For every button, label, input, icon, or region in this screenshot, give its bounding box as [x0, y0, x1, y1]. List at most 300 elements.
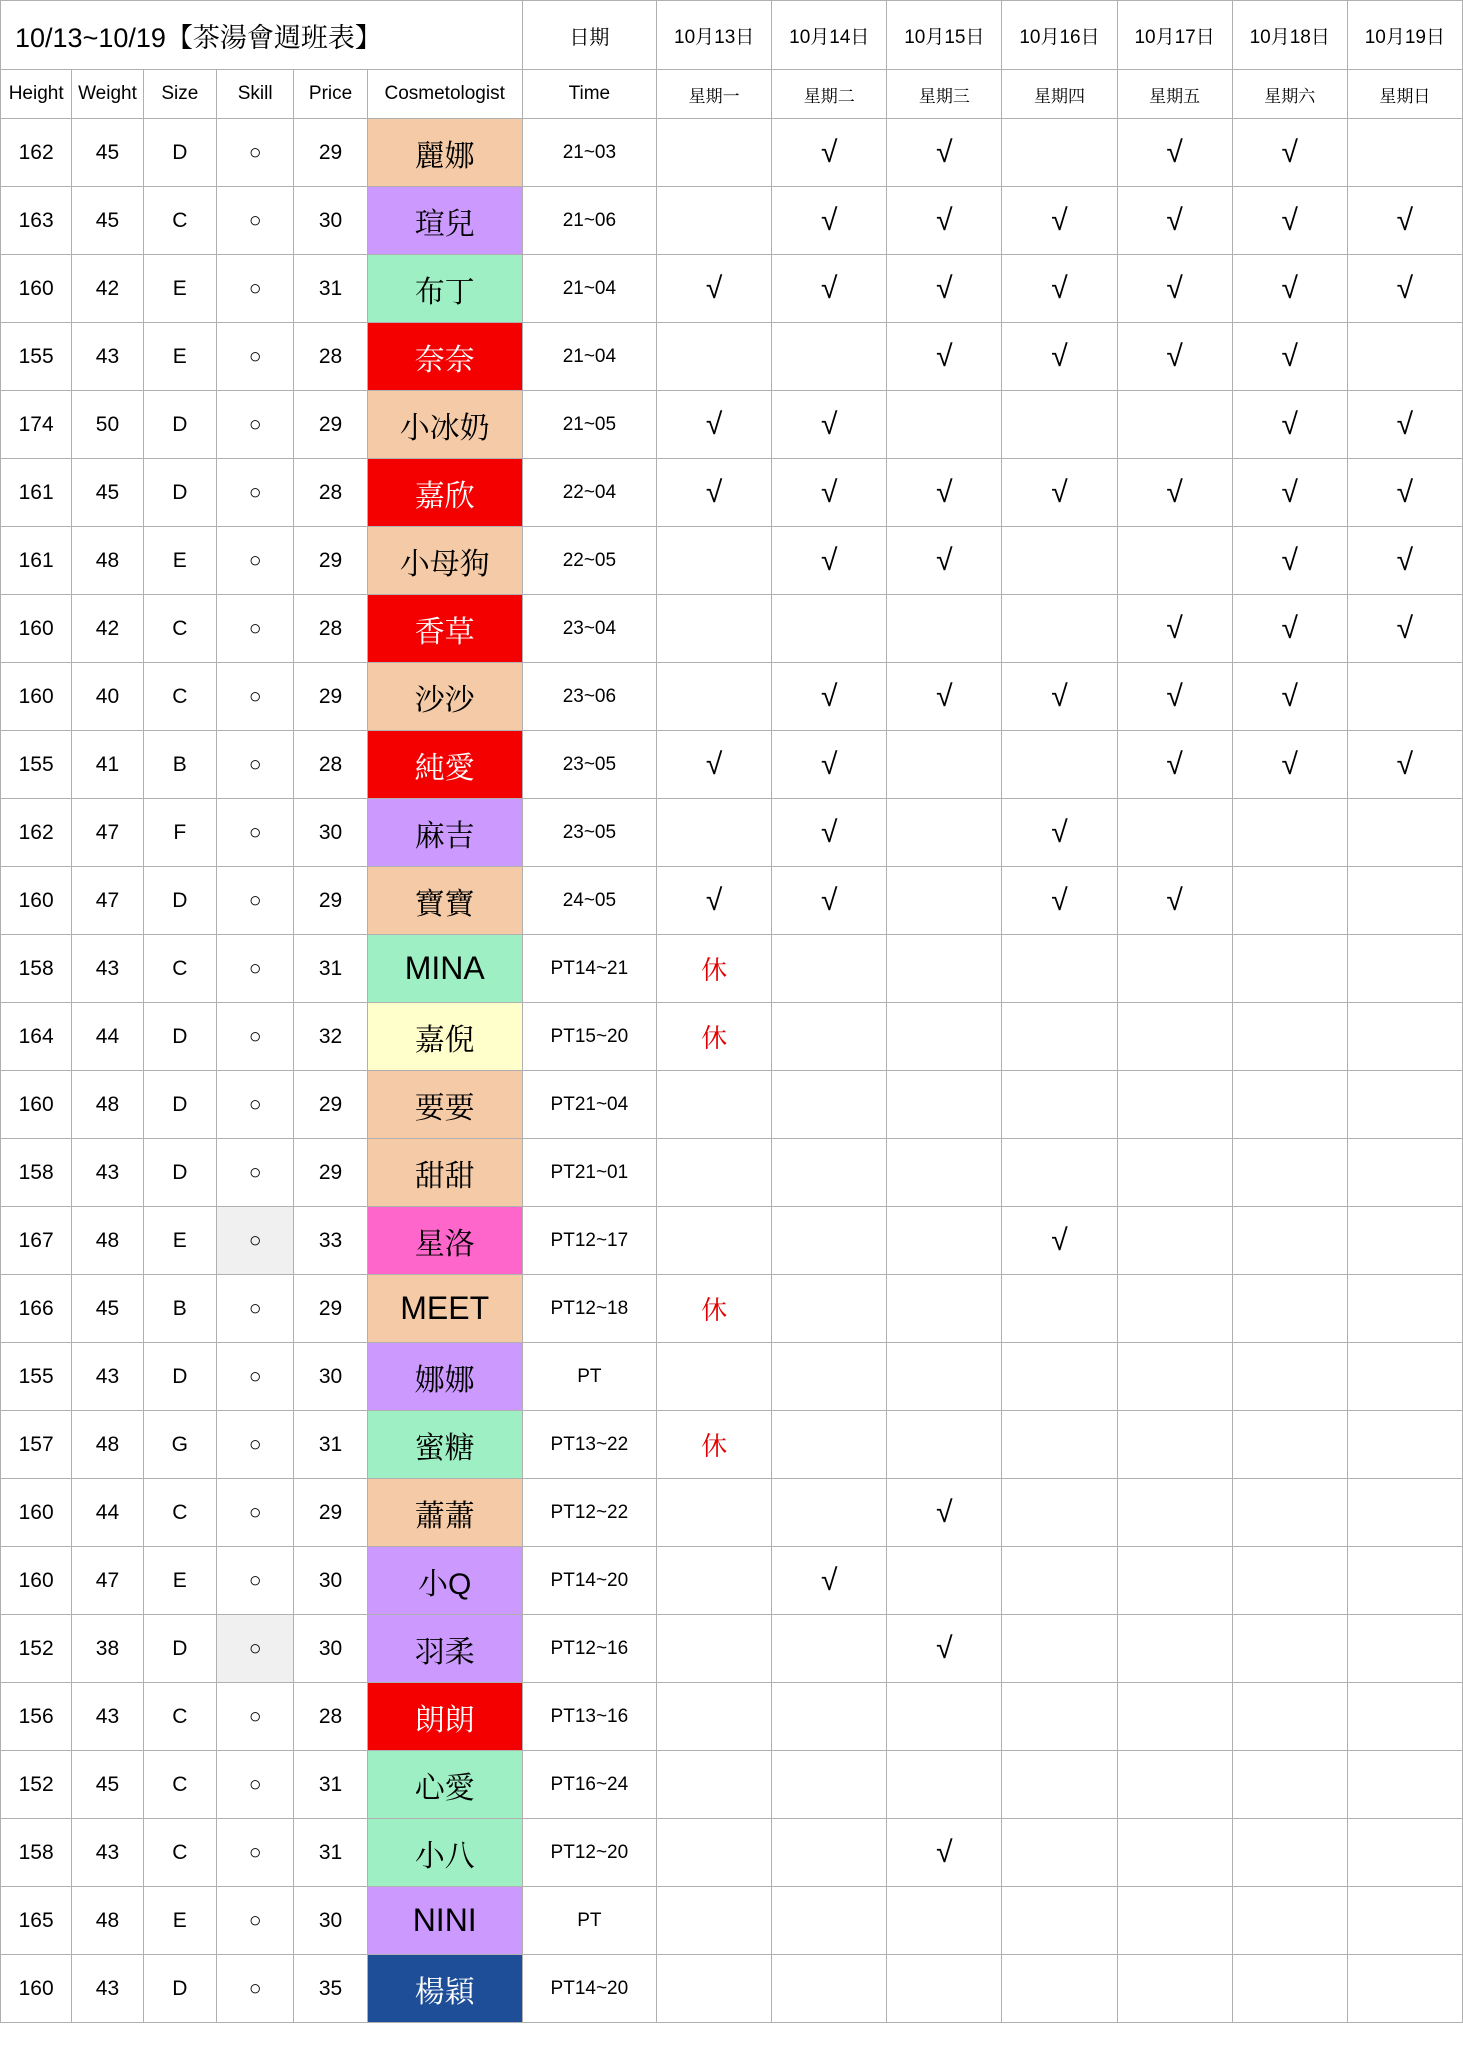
cell-day-4[interactable]: [1117, 1683, 1232, 1751]
cell-day-5[interactable]: √: [1232, 255, 1347, 323]
cell-day-3[interactable]: [1002, 1615, 1117, 1683]
cell-day-0[interactable]: [657, 1479, 772, 1547]
cell-day-5[interactable]: [1232, 1479, 1347, 1547]
cell-skill: ○: [216, 1343, 293, 1411]
cell-day-1[interactable]: [772, 1343, 887, 1411]
cell-day-6[interactable]: [1347, 935, 1462, 1003]
cell-day-3[interactable]: √: [1002, 255, 1117, 323]
cell-weight: 47: [72, 867, 143, 935]
cell-weight: 47: [72, 1547, 143, 1615]
cell-skill: ○: [216, 1207, 293, 1275]
table-row: [1, 867, 1463, 935]
cell-day-4[interactable]: √: [1117, 255, 1232, 323]
cell-day-5[interactable]: [1232, 1955, 1347, 2023]
cell-day-3[interactable]: [1002, 1955, 1117, 2023]
cell-day-4[interactable]: [1117, 799, 1232, 867]
cell-day-4[interactable]: [1117, 1751, 1232, 1819]
cell-weight: 45: [72, 187, 143, 255]
cell-day-3[interactable]: [1002, 1139, 1117, 1207]
cell-day-0[interactable]: [657, 1615, 772, 1683]
cell-day-3[interactable]: [1002, 935, 1117, 1003]
cell-size: G: [143, 1411, 216, 1479]
table-row: [1, 1683, 1463, 1751]
cell-day-1[interactable]: [772, 1207, 887, 1275]
weekday-header-1: 星期二: [772, 70, 887, 119]
cell-height: 155: [1, 731, 72, 799]
cell-day-2[interactable]: √: [887, 527, 1002, 595]
cell-day-6[interactable]: √: [1347, 595, 1462, 663]
cell-day-2[interactable]: √: [887, 663, 1002, 731]
cell-day-2[interactable]: [887, 1343, 1002, 1411]
cell-weight: 43: [72, 323, 143, 391]
cell-day-6[interactable]: [1347, 1683, 1462, 1751]
cell-day-4[interactable]: [1117, 1819, 1232, 1887]
table-row: [1, 1955, 1463, 2023]
cell-day-3[interactable]: [1002, 1479, 1117, 1547]
cell-day-3[interactable]: [1002, 1275, 1117, 1343]
cell-time: 21~06: [522, 187, 656, 255]
cell-day-3[interactable]: [1002, 1071, 1117, 1139]
cell-day-6[interactable]: [1347, 663, 1462, 731]
cell-size: C: [143, 1751, 216, 1819]
cell-day-2[interactable]: [887, 1207, 1002, 1275]
cell-day-0[interactable]: [657, 1955, 772, 2023]
cell-day-5[interactable]: √: [1232, 119, 1347, 187]
cell-day-6[interactable]: [1347, 1139, 1462, 1207]
cell-day-3[interactable]: √: [1002, 459, 1117, 527]
cell-day-1[interactable]: √: [772, 799, 887, 867]
cell-day-4[interactable]: [1117, 1139, 1232, 1207]
cell-skill: ○: [216, 1479, 293, 1547]
cell-day-1[interactable]: [772, 1275, 887, 1343]
cell-cosmetologist-name: 星洛: [367, 1207, 522, 1275]
cell-day-1[interactable]: √: [772, 1547, 887, 1615]
cell-day-0[interactable]: 休: [657, 935, 772, 1003]
cell-day-6[interactable]: [1347, 1955, 1462, 2023]
cell-day-2[interactable]: [887, 595, 1002, 663]
cell-day-2[interactable]: √: [887, 1819, 1002, 1887]
cell-size: C: [143, 595, 216, 663]
cell-day-3[interactable]: [1002, 527, 1117, 595]
cell-day-2[interactable]: [887, 1887, 1002, 1955]
cell-time: PT12~22: [522, 1479, 656, 1547]
cell-weight: 43: [72, 1343, 143, 1411]
cell-day-1[interactable]: √: [772, 255, 887, 323]
cell-day-1[interactable]: [772, 1139, 887, 1207]
cell-day-1[interactable]: [772, 1479, 887, 1547]
cell-cosmetologist-name: 純愛: [367, 731, 522, 799]
cell-day-6[interactable]: [1347, 1547, 1462, 1615]
column-header-skill: Skill: [216, 70, 293, 119]
cell-day-6[interactable]: [1347, 1887, 1462, 1955]
cell-day-2[interactable]: [887, 1139, 1002, 1207]
cell-weight: 43: [72, 1683, 143, 1751]
cell-day-1[interactable]: √: [772, 187, 887, 255]
cell-day-2[interactable]: [887, 1683, 1002, 1751]
cell-day-4[interactable]: √: [1117, 595, 1232, 663]
cell-price: 29: [294, 1139, 367, 1207]
date-header-4: 10月17日: [1117, 1, 1232, 70]
cell-weight: 45: [72, 1275, 143, 1343]
cell-day-0[interactable]: 休: [657, 1003, 772, 1071]
cell-skill: ○: [216, 731, 293, 799]
cell-day-0[interactable]: √: [657, 459, 772, 527]
cell-day-4[interactable]: [1117, 1071, 1232, 1139]
cell-day-0[interactable]: [657, 187, 772, 255]
cell-day-2[interactable]: [887, 1003, 1002, 1071]
cell-size: D: [143, 1955, 216, 2023]
cell-day-1[interactable]: [772, 1751, 887, 1819]
cell-skill: ○: [216, 323, 293, 391]
cell-height: 162: [1, 119, 72, 187]
cell-day-0[interactable]: √: [657, 731, 772, 799]
cell-day-4[interactable]: [1117, 1547, 1232, 1615]
cell-day-2[interactable]: [887, 867, 1002, 935]
cell-skill: ○: [216, 1547, 293, 1615]
cell-day-0[interactable]: [657, 799, 772, 867]
cell-day-5[interactable]: [1232, 1343, 1347, 1411]
cell-day-5[interactable]: √: [1232, 595, 1347, 663]
cell-day-1[interactable]: [772, 1887, 887, 1955]
cell-day-1[interactable]: √: [772, 731, 887, 799]
cell-day-2[interactable]: [887, 799, 1002, 867]
cell-time: PT12~17: [522, 1207, 656, 1275]
cell-time: PT15~20: [522, 1003, 656, 1071]
cell-time: PT: [522, 1887, 656, 1955]
cell-day-2[interactable]: √: [887, 1479, 1002, 1547]
cell-weight: 48: [72, 1887, 143, 1955]
cell-price: 30: [294, 1615, 367, 1683]
cell-day-6[interactable]: [1347, 1819, 1462, 1887]
cell-day-1[interactable]: [772, 1819, 887, 1887]
cell-day-6[interactable]: [1347, 867, 1462, 935]
date-header-2: 10月15日: [887, 1, 1002, 70]
cell-day-6[interactable]: √: [1347, 731, 1462, 799]
cell-day-4[interactable]: √: [1117, 867, 1232, 935]
table-row: [1, 1615, 1463, 1683]
cell-day-5[interactable]: [1232, 1547, 1347, 1615]
cell-day-2[interactable]: √: [887, 1615, 1002, 1683]
weekday-header-4: 星期五: [1117, 70, 1232, 119]
cell-time: 23~06: [522, 663, 656, 731]
cell-day-2[interactable]: [887, 1751, 1002, 1819]
cell-weight: 43: [72, 1139, 143, 1207]
cell-price: 29: [294, 867, 367, 935]
cell-cosmetologist-name: 香草: [367, 595, 522, 663]
cell-time: PT: [522, 1343, 656, 1411]
cell-day-6[interactable]: [1347, 1615, 1462, 1683]
cell-day-0[interactable]: [657, 1207, 772, 1275]
cell-day-5[interactable]: [1232, 1411, 1347, 1479]
cell-weight: 43: [72, 1955, 143, 2023]
cell-day-5[interactable]: √: [1232, 459, 1347, 527]
cell-day-3[interactable]: √: [1002, 187, 1117, 255]
cell-day-4[interactable]: [1117, 1887, 1232, 1955]
cell-price: 28: [294, 595, 367, 663]
cell-day-0[interactable]: √: [657, 391, 772, 459]
cell-day-2[interactable]: [887, 1411, 1002, 1479]
cell-day-5[interactable]: [1232, 1615, 1347, 1683]
cell-day-5[interactable]: [1232, 1003, 1347, 1071]
cell-day-0[interactable]: [657, 1343, 772, 1411]
cell-day-6[interactable]: [1347, 1003, 1462, 1071]
cell-price: 35: [294, 1955, 367, 2023]
cell-day-5[interactable]: [1232, 1887, 1347, 1955]
cell-day-2[interactable]: [887, 391, 1002, 459]
cell-day-2[interactable]: [887, 1955, 1002, 2023]
cell-day-0[interactable]: √: [657, 255, 772, 323]
cell-day-0[interactable]: 休: [657, 1275, 772, 1343]
column-header-weight: Weight: [72, 70, 143, 119]
cell-day-2[interactable]: [887, 935, 1002, 1003]
cell-price: 29: [294, 1479, 367, 1547]
title-row: [1, 1, 1463, 70]
cell-day-3[interactable]: [1002, 119, 1117, 187]
cell-cosmetologist-name: MEET: [367, 1275, 522, 1343]
cell-day-1[interactable]: √: [772, 119, 887, 187]
cell-weight: 47: [72, 799, 143, 867]
cell-day-4[interactable]: [1117, 935, 1232, 1003]
cell-price: 29: [294, 527, 367, 595]
cell-day-2[interactable]: [887, 1071, 1002, 1139]
cell-time: PT12~20: [522, 1819, 656, 1887]
cell-day-0[interactable]: [657, 595, 772, 663]
cell-price: 31: [294, 255, 367, 323]
cell-day-2[interactable]: √: [887, 459, 1002, 527]
cell-day-4[interactable]: [1117, 1275, 1232, 1343]
cell-day-1[interactable]: [772, 1411, 887, 1479]
cell-skill: ○: [216, 1139, 293, 1207]
cell-price: 30: [294, 1547, 367, 1615]
cell-day-0[interactable]: 休: [657, 1411, 772, 1479]
cell-size: E: [143, 527, 216, 595]
cell-day-5[interactable]: [1232, 1751, 1347, 1819]
cell-cosmetologist-name: 娜娜: [367, 1343, 522, 1411]
cell-day-6[interactable]: [1347, 1411, 1462, 1479]
cell-day-0[interactable]: [657, 1071, 772, 1139]
cell-height: 152: [1, 1615, 72, 1683]
cell-day-1[interactable]: [772, 1615, 887, 1683]
cell-day-5[interactable]: √: [1232, 731, 1347, 799]
cell-day-0[interactable]: [657, 1683, 772, 1751]
cell-day-5[interactable]: [1232, 935, 1347, 1003]
table-row: [1, 1751, 1463, 1819]
cell-day-5[interactable]: √: [1232, 323, 1347, 391]
cell-day-4[interactable]: [1117, 1207, 1232, 1275]
cell-skill: ○: [216, 187, 293, 255]
cell-day-4[interactable]: [1117, 1615, 1232, 1683]
table-row: [1, 1343, 1463, 1411]
cell-day-3[interactable]: [1002, 1343, 1117, 1411]
cell-day-6[interactable]: √: [1347, 391, 1462, 459]
cell-skill: ○: [216, 1071, 293, 1139]
cell-day-2[interactable]: [887, 731, 1002, 799]
cell-day-6[interactable]: [1347, 119, 1462, 187]
cell-day-4[interactable]: √: [1117, 187, 1232, 255]
cell-day-5[interactable]: [1232, 1275, 1347, 1343]
cell-cosmetologist-name: 甜甜: [367, 1139, 522, 1207]
cell-day-1[interactable]: [772, 935, 887, 1003]
cell-day-4[interactable]: [1117, 527, 1232, 595]
cell-day-1[interactable]: [772, 1071, 887, 1139]
cell-day-3[interactable]: [1002, 1751, 1117, 1819]
cell-skill: ○: [216, 1887, 293, 1955]
date-label-cell: 日期: [522, 1, 656, 70]
cell-day-0[interactable]: [657, 663, 772, 731]
cell-day-3[interactable]: √: [1002, 663, 1117, 731]
cell-time: 21~05: [522, 391, 656, 459]
cell-day-0[interactable]: [657, 1887, 772, 1955]
cell-skill: ○: [216, 935, 293, 1003]
cell-day-4[interactable]: [1117, 391, 1232, 459]
column-header-size: Size: [143, 70, 216, 119]
cell-day-3[interactable]: [1002, 595, 1117, 663]
cell-day-6[interactable]: √: [1347, 255, 1462, 323]
cell-day-5[interactable]: [1232, 799, 1347, 867]
cell-day-1[interactable]: [772, 1003, 887, 1071]
cell-day-3[interactable]: √: [1002, 323, 1117, 391]
cell-day-6[interactable]: √: [1347, 527, 1462, 595]
cell-day-2[interactable]: √: [887, 119, 1002, 187]
cell-day-4[interactable]: √: [1117, 323, 1232, 391]
cell-size: D: [143, 119, 216, 187]
cell-height: 174: [1, 391, 72, 459]
cell-cosmetologist-name: 瑄兒: [367, 187, 522, 255]
cell-price: 32: [294, 1003, 367, 1071]
cell-day-5[interactable]: [1232, 1071, 1347, 1139]
cell-day-0[interactable]: [657, 1751, 772, 1819]
cell-size: C: [143, 1683, 216, 1751]
cell-day-4[interactable]: [1117, 1003, 1232, 1071]
table-row: [1, 595, 1463, 663]
cell-day-1[interactable]: [772, 1683, 887, 1751]
cell-time: PT21~01: [522, 1139, 656, 1207]
cell-day-1[interactable]: √: [772, 391, 887, 459]
table-row: [1, 1003, 1463, 1071]
cell-day-1[interactable]: [772, 595, 887, 663]
cell-day-4[interactable]: √: [1117, 731, 1232, 799]
cell-day-3[interactable]: [1002, 1003, 1117, 1071]
cell-day-6[interactable]: [1347, 1751, 1462, 1819]
cell-time: PT16~24: [522, 1751, 656, 1819]
cell-day-1[interactable]: [772, 1955, 887, 2023]
cell-size: B: [143, 731, 216, 799]
cell-time: PT12~18: [522, 1275, 656, 1343]
cell-day-6[interactable]: [1347, 799, 1462, 867]
cell-size: C: [143, 935, 216, 1003]
cell-day-6[interactable]: √: [1347, 459, 1462, 527]
cell-day-1[interactable]: √: [772, 527, 887, 595]
cell-day-5[interactable]: [1232, 1207, 1347, 1275]
column-header-price: Price: [294, 70, 367, 119]
cell-skill: ○: [216, 1615, 293, 1683]
cell-day-4[interactable]: [1117, 1411, 1232, 1479]
cell-day-4[interactable]: [1117, 1479, 1232, 1547]
cell-day-6[interactable]: [1347, 1275, 1462, 1343]
cell-day-3[interactable]: √: [1002, 867, 1117, 935]
table-row: [1, 1411, 1463, 1479]
cell-cosmetologist-name: 沙沙: [367, 663, 522, 731]
cell-time: 22~05: [522, 527, 656, 595]
cell-day-3[interactable]: [1002, 1683, 1117, 1751]
cell-day-0[interactable]: [657, 1819, 772, 1887]
cell-day-6[interactable]: [1347, 323, 1462, 391]
cell-cosmetologist-name: 小Q: [367, 1547, 522, 1615]
cell-day-2[interactable]: [887, 1547, 1002, 1615]
cell-day-6[interactable]: [1347, 1207, 1462, 1275]
cell-day-4[interactable]: √: [1117, 119, 1232, 187]
cell-price: 28: [294, 731, 367, 799]
cell-cosmetologist-name: 心愛: [367, 1751, 522, 1819]
cell-day-4[interactable]: [1117, 1343, 1232, 1411]
cell-price: 31: [294, 1819, 367, 1887]
cell-day-0[interactable]: [657, 1547, 772, 1615]
cell-day-5[interactable]: [1232, 1683, 1347, 1751]
cell-day-5[interactable]: [1232, 867, 1347, 935]
cell-day-3[interactable]: [1002, 1819, 1117, 1887]
cell-day-4[interactable]: [1117, 1955, 1232, 2023]
cell-day-3[interactable]: √: [1002, 799, 1117, 867]
cell-day-1[interactable]: √: [772, 459, 887, 527]
cell-day-3[interactable]: [1002, 731, 1117, 799]
cell-day-0[interactable]: [657, 527, 772, 595]
cell-price: 30: [294, 799, 367, 867]
cell-price: 30: [294, 1887, 367, 1955]
cell-day-5[interactable]: √: [1232, 527, 1347, 595]
cell-day-5[interactable]: √: [1232, 663, 1347, 731]
cell-size: D: [143, 1003, 216, 1071]
cell-cosmetologist-name: 羽柔: [367, 1615, 522, 1683]
cell-day-6[interactable]: √: [1347, 187, 1462, 255]
cell-time: PT14~20: [522, 1547, 656, 1615]
cell-day-1[interactable]: √: [772, 867, 887, 935]
column-header-time: Time: [522, 70, 656, 119]
cell-day-2[interactable]: √: [887, 323, 1002, 391]
cell-day-5[interactable]: [1232, 1819, 1347, 1887]
table-row: [1, 1479, 1463, 1547]
cell-day-2[interactable]: √: [887, 187, 1002, 255]
cell-day-0[interactable]: [657, 119, 772, 187]
cell-day-5[interactable]: [1232, 1139, 1347, 1207]
cell-day-4[interactable]: √: [1117, 459, 1232, 527]
cell-skill: ○: [216, 1751, 293, 1819]
cell-day-5[interactable]: √: [1232, 391, 1347, 459]
cell-size: C: [143, 187, 216, 255]
cell-day-1[interactable]: √: [772, 663, 887, 731]
cell-day-4[interactable]: √: [1117, 663, 1232, 731]
cell-height: 162: [1, 799, 72, 867]
cell-day-6[interactable]: [1347, 1479, 1462, 1547]
cell-day-5[interactable]: √: [1232, 187, 1347, 255]
cell-day-3[interactable]: [1002, 1411, 1117, 1479]
cell-day-3[interactable]: √: [1002, 1207, 1117, 1275]
cell-price: 28: [294, 323, 367, 391]
cell-day-3[interactable]: [1002, 1887, 1117, 1955]
cell-day-3[interactable]: [1002, 1547, 1117, 1615]
cell-time: PT13~22: [522, 1411, 656, 1479]
cell-day-3[interactable]: [1002, 391, 1117, 459]
cell-day-6[interactable]: [1347, 1071, 1462, 1139]
cell-day-1[interactable]: [772, 323, 887, 391]
cell-day-6[interactable]: [1347, 1343, 1462, 1411]
cell-weight: 42: [72, 595, 143, 663]
cell-day-0[interactable]: [657, 1139, 772, 1207]
cell-day-2[interactable]: √: [887, 255, 1002, 323]
cell-day-2[interactable]: [887, 1275, 1002, 1343]
cell-size: E: [143, 323, 216, 391]
cell-day-0[interactable]: √: [657, 867, 772, 935]
cell-day-0[interactable]: [657, 323, 772, 391]
